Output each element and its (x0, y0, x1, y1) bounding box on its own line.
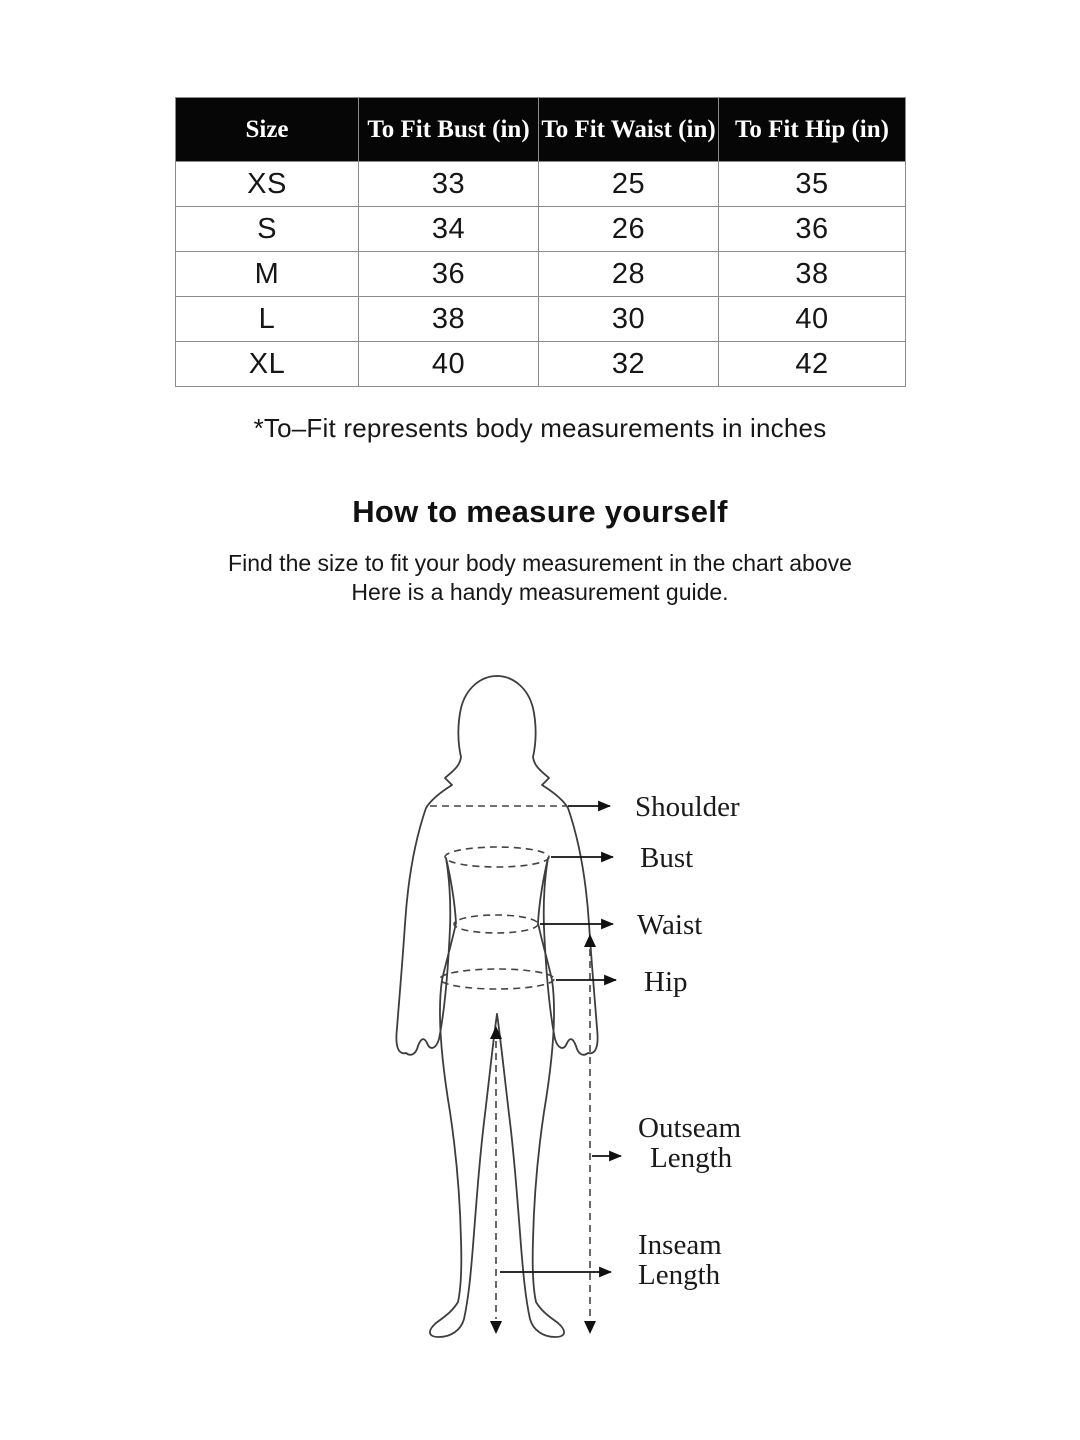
waist-label: Waist (637, 909, 703, 941)
shoulder-label: Shoulder (635, 791, 740, 823)
cell-bust: 38 (359, 297, 539, 342)
column-header-bust: To Fit Bust (in) (359, 98, 539, 162)
measurement-diagram (0, 650, 1080, 1370)
cell-waist: 28 (539, 252, 719, 297)
section-title: How to measure yourself (352, 494, 728, 529)
cell-size: L (176, 297, 359, 342)
measurement-guides (430, 806, 590, 1319)
intro-line-2: Here is a handy measurement guide. (351, 579, 729, 605)
cell-waist: 32 (539, 342, 719, 387)
hip-ellipse (440, 969, 554, 989)
cell-bust: 40 (359, 342, 539, 387)
cell-waist: 26 (539, 207, 719, 252)
outseam-up-arrowhead (584, 934, 596, 947)
cell-waist: 30 (539, 297, 719, 342)
cell-bust: 36 (359, 252, 539, 297)
table-row-m (176, 252, 906, 297)
outseam-label-line1: Outseam (638, 1112, 742, 1144)
intro-line-1: Find the size to fit your body measurement in the chart above (228, 550, 852, 576)
cell-size: S (176, 207, 359, 252)
table-row-xs (176, 162, 906, 207)
cell-hip: 35 (719, 162, 906, 207)
table-row-xl (176, 342, 906, 387)
inseam-label-line2: Length (638, 1259, 721, 1291)
cell-hip: 36 (719, 207, 906, 252)
cell-size: M (176, 252, 359, 297)
bust-ellipse (445, 847, 549, 867)
section-intro (0, 549, 1080, 607)
table-row-l (176, 297, 906, 342)
cell-waist: 25 (539, 162, 719, 207)
cell-hip: 42 (719, 342, 906, 387)
body-outline (396, 676, 597, 1337)
waist-ellipse (454, 915, 538, 933)
bust-label: Bust (640, 842, 694, 874)
column-header-waist: To Fit Waist (in) (539, 98, 719, 162)
body-outline-right-half (497, 676, 598, 1337)
size-chart-header-row (176, 98, 906, 162)
cell-hip: 38 (719, 252, 906, 297)
cell-size: XL (176, 342, 359, 387)
body-outline-left-half (396, 676, 497, 1337)
table-row-s (176, 207, 906, 252)
cell-hip: 40 (719, 297, 906, 342)
size-chart-table (175, 97, 906, 387)
cell-size: XS (176, 162, 359, 207)
outseam-down-arrowhead (584, 1321, 596, 1334)
column-header-size: Size (176, 98, 359, 162)
outseam-label-line2: Length (650, 1142, 733, 1174)
cell-bust: 34 (359, 207, 539, 252)
inseam-down-arrowhead (490, 1321, 502, 1334)
vertical-arrowheads (490, 934, 596, 1334)
cell-bust: 33 (359, 162, 539, 207)
inseam-label-line1: Inseam (638, 1229, 722, 1261)
hip-label: Hip (644, 966, 688, 998)
column-header-hip: To Fit Hip (in) (719, 98, 906, 162)
diagram-labels (635, 791, 742, 1291)
to-fit-note: *To–Fit represents body measurements in inches (253, 413, 827, 443)
